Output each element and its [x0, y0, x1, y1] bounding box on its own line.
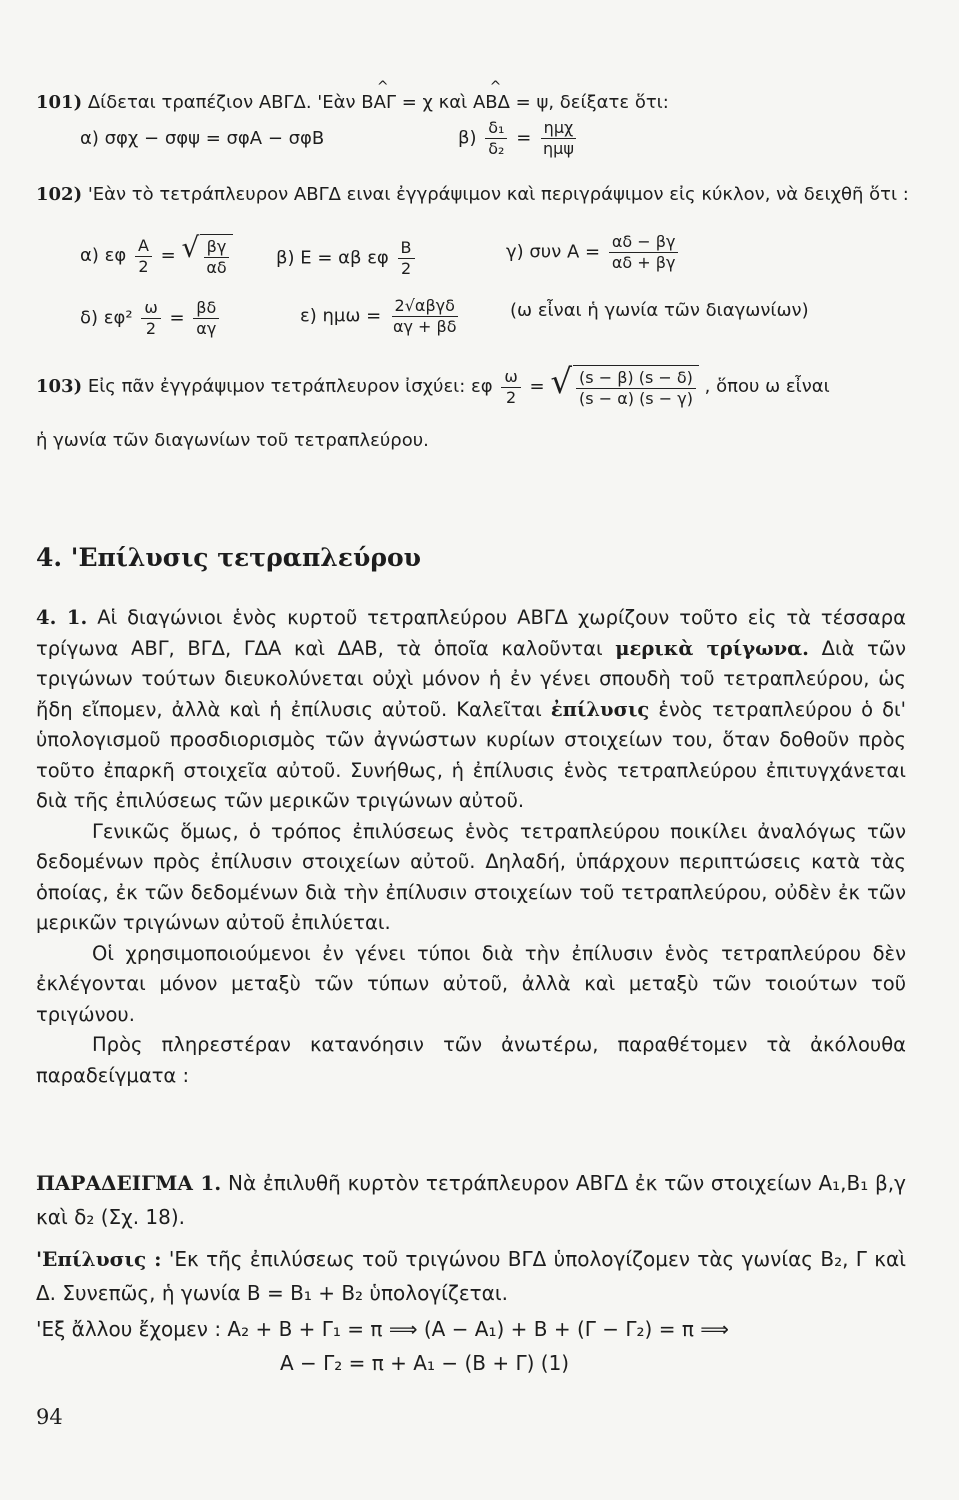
problem-102-a: α) εφ $\frac{A}{2}$ = √ $\frac{\beta\gamma}{\alpha\delta}$: [80, 234, 233, 278]
equation-line: 'Εξ ἄλλου ἔχομεν : Α₂ + Β + Γ₁ = π ⟹ (Α − Α₁) + Β + (Γ − Γ₂) = π ⟹: [36, 1317, 729, 1341]
problem-102-d: δ) εφ² $\frac{\omega}{2}$ = $\frac{\beta\delta}{\alpha\gamma}$: [80, 298, 222, 339]
paragraph: Γενικῶς ὅμως, ὁ τρόπος ἐπιλύσεως ἑνὸς τετραπλεύρου ποικίλει ἀναλόγως τῶν δεδομένων πρὸς ἐπίλυσιν στοιχείων αὐτοῦ. Δηλαδή, ὑπάρχουν περιπτώσεις κατὰ τὰς ὁποίας, ἐκ τῶν δεδομένων διὰ τὴν ἐπίλυσιν στοιχείων τοῦ τετραπλεύρου, οὐδὲν ἐκ τῶν μερικῶν τριγώνων αὐτοῦ ἐπιλύεται.: [36, 819, 906, 934]
problem-102-note: (ω εἶναι ἡ γωνία τῶν διαγωνίων): [510, 300, 809, 321]
problem-text: Εἰς πᾶν ἐγγράψιμον τετράπλευρον ἰσχύει: εφ: [87, 376, 493, 397]
problem-102-e: ε) ημω = $\frac{\text{2√αβγδ}}{\alpha\gamma + \beta\delta}$: [300, 296, 457, 336]
paragraph-number: 4. 1.: [36, 606, 88, 629]
angle-bag: ^ ΒΑΓ: [361, 92, 396, 113]
problem-101-b: β) $\frac{\text{δ₁}}{\text{δ₂}}$ = $\frac{\text{ημχ}}{\text{ημψ}}$: [458, 118, 580, 159]
page-number: 94: [36, 1405, 63, 1429]
problem-text: = ψ, δείξατε ὅτι:: [515, 92, 669, 113]
problem-103-line2: ἡ γωνία τῶν διαγωνίων τοῦ τετραπλεύρου.: [36, 430, 429, 451]
problem-number: 101): [36, 92, 83, 113]
problem-101-a: α) σφχ − σφψ = σφΑ − σφΒ: [80, 128, 325, 149]
equation-line: Α − Γ₂ = π + Α₁ − (Β + Γ) (1): [280, 1351, 570, 1375]
problem-text: 'Εὰν τὸ τετράπλευρον ΑΒΓΔ ειναι ἐγγράψιμον καὶ περιγράψιμον εἰς κύκλον, νὰ δειχθῆ ὅτι :: [87, 184, 909, 205]
fraction: $\frac{\text{δ₁}}{\text{δ₂}}$: [485, 118, 507, 159]
problem-number: 102): [36, 184, 83, 205]
section-title: 4. 'Επίλυσις τετραπλεύρου: [36, 543, 421, 572]
solution-label: 'Επίλυσις :: [36, 1247, 162, 1271]
square-root: √ $\frac{\beta\gamma}{\alpha\delta}$: [181, 234, 232, 278]
paragraph: Πρὸς πληρεστέραν κατανόησιν τῶν ἀνωτέρω, παραθέτομεν τὰ ἀκόλουθα παραδείγματα :: [36, 1033, 906, 1087]
fraction: $\frac{\text{ημχ}}{\text{ημψ}}$: [540, 118, 577, 159]
example-label: ΠΑΡΑΔΕΙΓΜΑ 1.: [36, 1171, 222, 1195]
problem-101: [36, 92, 669, 113]
paragraph: Οἱ χρησιμοποιούμενοι ἐν γένει τύποι διὰ τὴν ἐπίλυσιν ἑνὸς τετραπλεύρου δὲν ἐκλέγονται μόνον μεταξὺ τῶν τύπων αὐτοῦ, ἀλλὰ καὶ μεταξὺ τῶν τοιούτων τοῦ τριγώνου.: [36, 941, 906, 1026]
example-1: [36, 1166, 906, 1380]
term-bold: ἐπίλυσις: [550, 697, 650, 721]
problem-text: = χ καὶ: [401, 92, 468, 113]
problem-102: [36, 184, 909, 205]
problem-102-b: β) Ε = αβ εφ $\frac{B}{2}$: [276, 238, 418, 279]
paragraph-4-1: 4. 1. Αἱ διαγώνιοι ἑνὸς κυρτοῦ τετραπλεύρου ΑΒΓΔ χωρίζουν τοῦτο εἰς τὰ τέσσαρα τρίγωνα ΑΒΓ, ΒΓΔ, ΓΔΑ καὶ ΔΑΒ, τὰ ὁποῖα καλοῦνται μερικὰ τρίγωνα. Διὰ τῶν τριγώνων τούτων διευκολύνεται οὐχὶ μόνον ἡ ἐν γένει σπουδὴ τοῦ τετραπλεύρου, ὡς ἤδη εἴπομεν, ἀλλὰ καὶ ἡ ἐπίλυσις αὐτοῦ. Καλεῖται ἐπίλυσις ἑνὸς τετραπλεύρου ὁ δι' ὑπολογισμοῦ προσδιορισμὸς τῶν ἀγνώστων κυρίων στοιχείων του, ὅταν δοθοῦν πρὸς τοῦτο ἐπαρκῆ στοιχεῖα αὐτοῦ. Συνήθως, ἡ ἐπίλυσις ἑνὸς τετραπλεύρου ἐπιτυγχάνεται διὰ τῆς ἐπιλύσεως τῶν μερικῶν τριγώνων αὐτοῦ.: [36, 606, 907, 812]
item-label: β): [458, 127, 477, 149]
angle-abd: ^ ΑΒΔ: [473, 92, 510, 113]
square-root: √ $\frac{(s - \beta) (s - \delta)}{(s - \alpha) (s - \gamma)}$: [550, 365, 699, 409]
problem-103: 103) Εἰς πᾶν ἐγγράψιμον τετράπλευρον ἰσχύει: εφ $\frac{\omega}{2}$ = √ $\frac{(s - \beta) (s - \delta)}{(s - \alpha) (s - \gamma)}$ , ὅπου ω εἶναι: [36, 362, 830, 408]
problem-number: 103): [36, 376, 83, 397]
term-bold: μερικὰ τρίγωνα.: [615, 636, 809, 660]
problem-102-c: γ) συν Α = $\frac{\alpha\delta - \beta\gamma}{\alpha\delta + \beta\gamma}$: [506, 232, 681, 273]
section-body: [36, 603, 906, 1091]
example-statement: ΠΑΡΑΔΕΙΓΜΑ 1. Νὰ ἐπιλυθῆ κυρτὸν τετράπλευρον ΑΒΓΔ ἐκ τῶν στοιχείων Α₁,Β₁ β,γ καὶ δ₂ (Σχ. 18).: [36, 1171, 907, 1229]
problem-text: Δίδεται τραπέζιον ΑΒΓΔ. 'Εὰν: [87, 92, 356, 113]
solution: 'Επίλυσις : 'Εκ τῆς ἐπιλύσεως τοῦ τριγώνου ΒΓΔ ὑπολογίζομεν τὰς γωνίας Β₂, Γ καὶ Δ. Συνεπῶς, ἡ γωνία Β = Β₁ + Β₂ ὑπολογίζεται.: [36, 1247, 906, 1305]
